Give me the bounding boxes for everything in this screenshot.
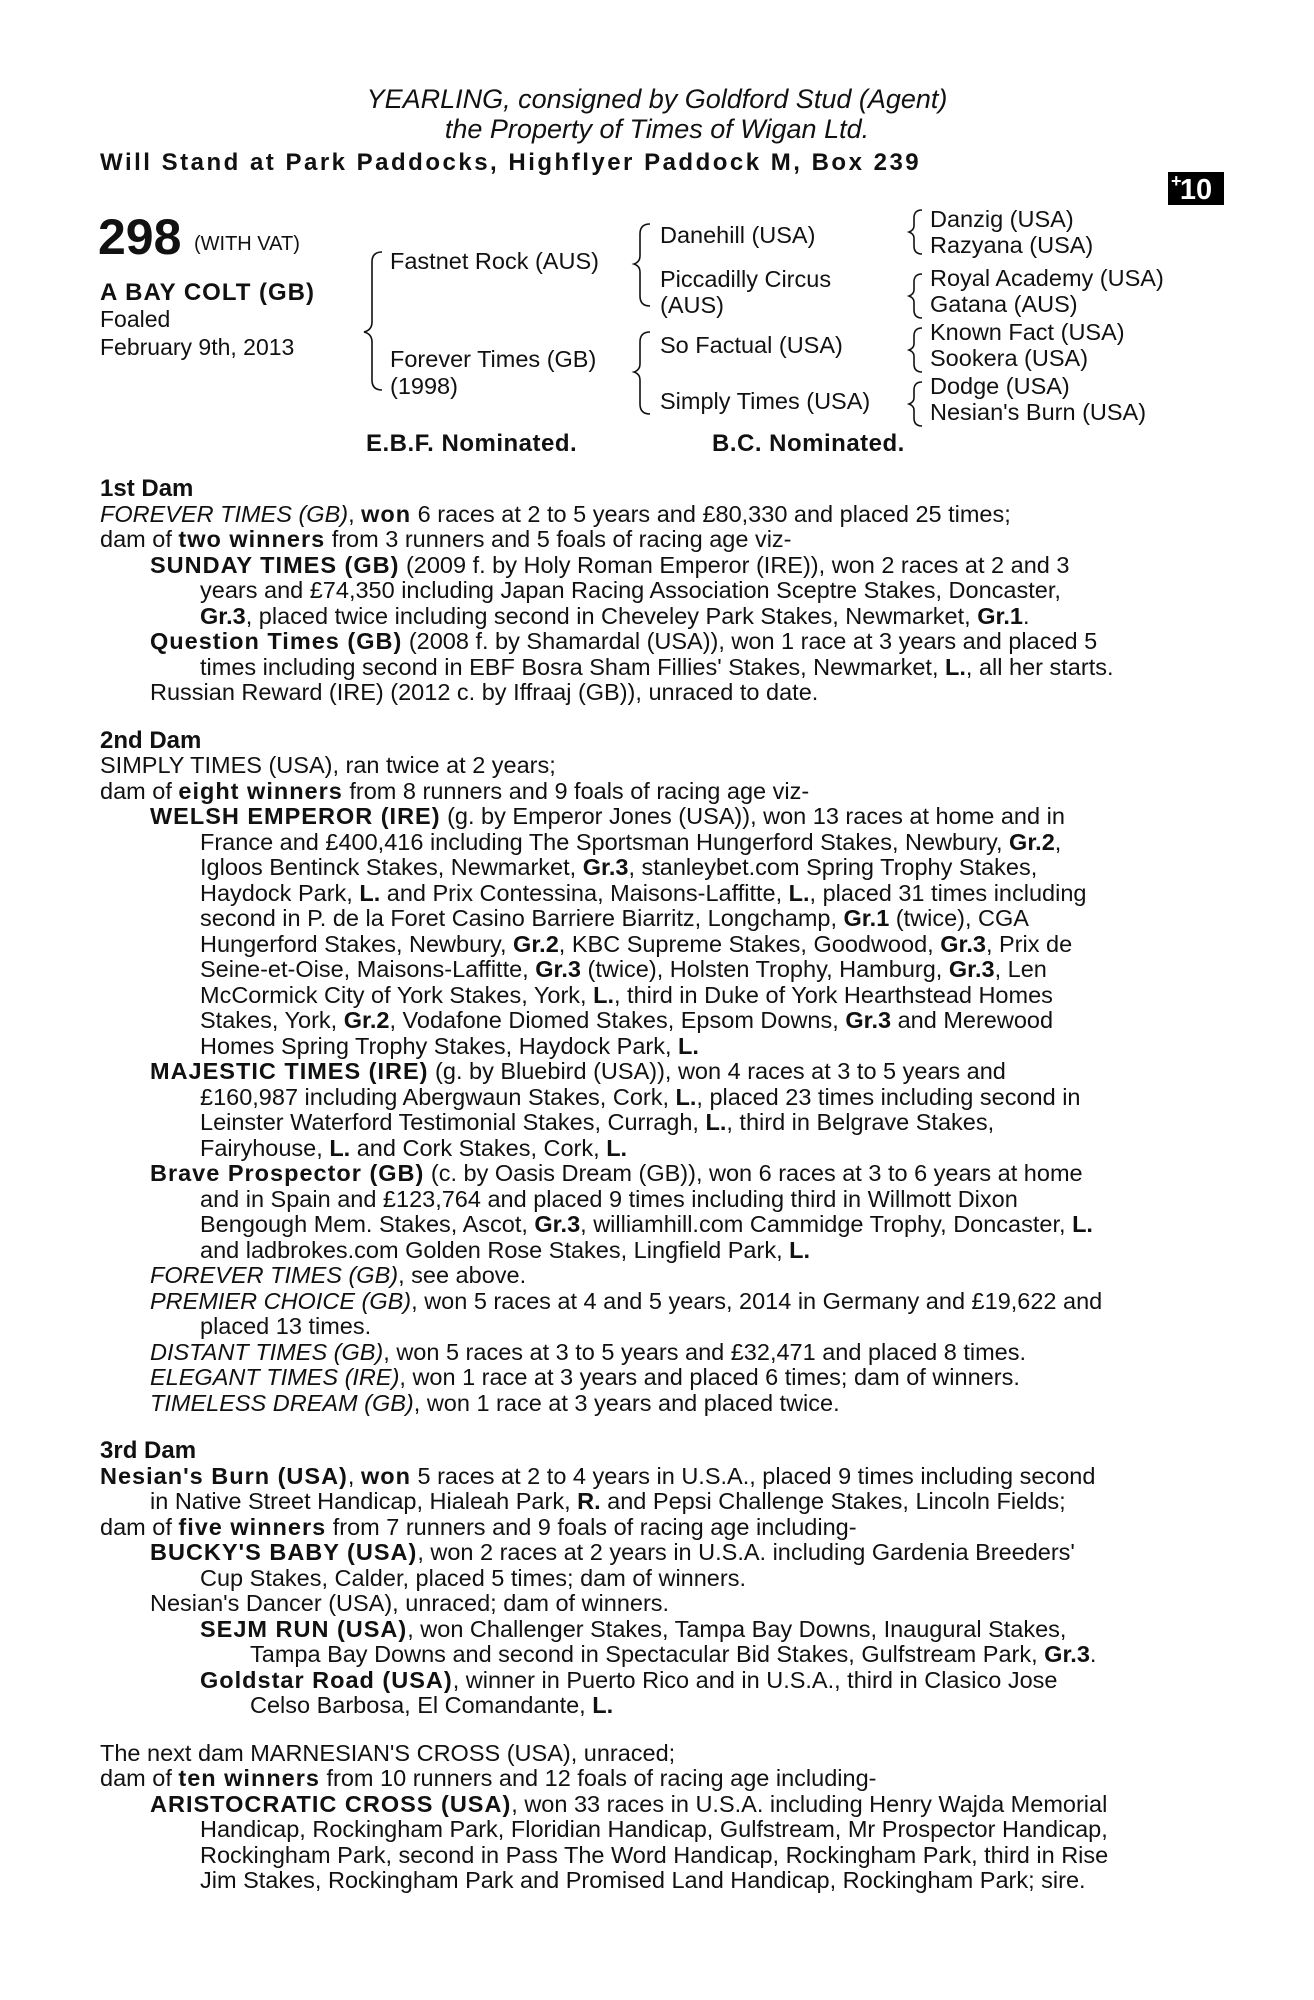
stable-location: Will Stand at Park Paddocks, Highflyer Paddock M, Box 239 (100, 149, 922, 176)
pedigree-brackets (0, 0, 1314, 460)
foaled-label: Foaled (100, 306, 171, 332)
vat-note: (WITH VAT) (194, 233, 300, 255)
produce-sejm-run: SEJM RUN (USA), won Challenger Stakes, Tampa Bay Downs, Inaugural Stakes, Tampa Bay Downs and second in Spectacular Bid Stakes, Gulfstream Park, Gr.3. (200, 1615, 1097, 1667)
first-dam-line: FOREVER TIMES (GB), won 6 races at 2 to 5 years and £80,330 and placed 25 times; (100, 500, 1011, 527)
third-dam-line: Nesian's Burn (USA), won 5 races at 2 to 4 years in U.S.A., placed 9 times including second in Native Street Handicap, Hialeah Park, R. and Pepsi Challenge Stakes, Lincoln Fields; (100, 1462, 1096, 1514)
foaled-date: February 9th, 2013 (100, 334, 295, 360)
pedigree-dam-sire: So Factual (USA) (660, 332, 843, 358)
next-dam-produce: dam of ten winners from 10 runners and 12 foals of racing age including- (100, 1765, 877, 1791)
produce-distant-times: DISTANT TIMES (GB), won 5 races at 3 to 5 years and £32,471 and placed 8 times. (150, 1338, 1027, 1365)
pedigree-notes (100, 476, 1206, 1894)
bracket-ss (909, 210, 922, 254)
bc-nominated: B.C. Nominated. (712, 430, 905, 457)
produce-welsh-emperor: WELSH EMPEROR (IRE) (g. by Emperor Jones (USA)), won 13 races at home and in France and £400,416 including The Sportsman Hungerford Stakes, Newbury, Gr.2, Igloos Bentinck Stakes, Newmarket, Gr.3, stanleybet.com Spring Trophy Stakes, Haydock Park, L. and Prix Contessina, Maisons-Laffitte, L., placed 31 times including second in P. de la Foret Casino Barriere Biarritz, Longchamp, Gr.1 (twice), CGA Hungerford Stakes, Newbury, Gr.2, KBC Supreme Stakes, Goodwood, Gr.3, Prix de Seine-et-Oise, Maisons-Laffitte, Gr.3 (twice), Holsten Trophy, Hamburg, Gr.3, Len McCormick City of York Stakes, York, L., third in Duke of York Hearthstead Homes Stakes, York, Gr.2, Vodafone Diomed Stakes, Epsom Downs, Gr.3 and Merewood Homes Spring Trophy Stakes, Haydock Park, L. (150, 803, 1087, 1059)
bracket-sd (909, 274, 922, 318)
first-dam-heading: 1st Dam (100, 475, 194, 502)
pedigree-dss: Known Fact (USA) (930, 319, 1125, 345)
pedigree-dds: Dodge (USA) (930, 373, 1070, 399)
property-line: the Property of Times of Wigan Ltd. (444, 114, 870, 144)
bracket-ds (909, 328, 922, 372)
bracket-dd (909, 382, 922, 426)
pedigree-sdd: Gatana (AUS) (930, 291, 1078, 317)
bracket-sire (634, 224, 650, 306)
pedigree-ddd: Nesian's Burn (USA) (930, 399, 1147, 425)
second-dam-produce: dam of eight winners from 8 runners and 9 foals of racing age viz- (100, 777, 810, 804)
pedigree-dam: Forever Times (GB) (390, 346, 597, 372)
third-dam-heading: 3rd Dam (100, 1437, 197, 1464)
produce-forever-times: FOREVER TIMES (GB), see above. (150, 1262, 527, 1288)
lot-number: 298 (98, 209, 182, 265)
pedigree-ssd: Razyana (USA) (930, 232, 1094, 258)
next-dam-line: The next dam MARNESIAN'S CROSS (USA), unraced; (100, 1739, 676, 1766)
pedigree-sire-dam-1: Piccadilly Circus (660, 266, 832, 292)
produce-timeless-dream: TIMELESS DREAM (GB), won 1 race at 3 years and placed twice. (150, 1389, 840, 1416)
third-dam-produce: dam of five winners from 7 runners and 9 foals of racing age including- (100, 1513, 857, 1540)
first-dam-produce: dam of two winners from 3 runners and 5 foals of racing age viz- (100, 526, 792, 552)
lot-description: A BAY COLT (GB) (100, 279, 316, 306)
pedigree-sds: Royal Academy (USA) (930, 265, 1164, 291)
produce-nesians-dancer: Nesian's Dancer (USA), unraced; dam of winners. (150, 1590, 670, 1616)
produce-russian-reward: Russian Reward (IRE) (2012 c. by Iffraaj (GB)), unraced to date. (150, 679, 819, 705)
bracket-gen1 (364, 252, 382, 390)
badge-number: 10 (1179, 174, 1213, 206)
produce-brave-prospector: Brave Prospector (GB) (c. by Oasis Dream (GB)), won 6 races at 3 to 6 years at home and in Spain and £123,764 and placed 9 times including third in Willmott Dixon Bengough Mem. Stakes, Ascot, Gr.3, williamhill.com Cammidge Trophy, Doncaster, L. and ladbrokes.com Golden Rose Stakes, Lingfield Park, L. (150, 1160, 1093, 1263)
produce-goldstar-road: Goldstar Road (USA), winner in Puerto Rico and in U.S.A., third in Clasico Jose Celso Barbosa, El Comandante, L. (200, 1666, 1058, 1718)
pedigree-sire-dam-2: (AUS) (660, 292, 724, 318)
pedigree-dam-dam: Simply Times (USA) (660, 388, 871, 414)
second-dam-line: SIMPLY TIMES (USA), ran twice at 2 years; (100, 752, 556, 778)
produce-elegant-times: ELEGANT TIMES (IRE), won 1 race at 3 years and placed 6 times; dam of winners. (150, 1364, 1020, 1390)
bracket-dam (634, 332, 650, 414)
produce-majestic-times: MAJESTIC TIMES (IRE) (g. by Bluebird (USA)), won 4 races at 3 to 5 years and £160,987 including Abergwaun Stakes, Cork, L., placed 23 times including second in Leinster Waterford Testimonial Stakes, Curragh, L., third in Belgrave Stakes, Fairyhouse, L. and Cork Stakes, Cork, L. (150, 1058, 1081, 1161)
pedigree-sire-sire: Danehill (USA) (660, 222, 816, 248)
produce-question-times: Question Times (GB) (2008 f. by Shamardal (USA)), won 1 race at 3 years and placed 5 times including second in EBF Bosra Sham Fillies' Stakes, Newmarket, L., all her starts. (150, 628, 1114, 680)
consignor-line: YEARLING, consigned by Goldford Stud (Agent) (366, 84, 948, 114)
produce-buckys-baby: BUCKY'S BABY (USA), won 2 races at 2 years in U.S.A. including Gardenia Breeders' Cup Stakes, Calder, placed 5 times; dam of winners. (150, 1539, 1075, 1591)
produce-premier-choice: PREMIER CHOICE (GB), won 5 races at 4 and 5 years, 2014 in Germany and £19,622 and placed 13 times. (150, 1287, 1103, 1339)
pedigree-dam-year: (1998) (390, 373, 458, 399)
ebf-nominated: E.B.F. Nominated. (366, 430, 578, 457)
produce-sunday-times: SUNDAY TIMES (GB) (2009 f. by Holy Roman Emperor (IRE)), won 2 races at 2 and 3 years and £74,350 including Japan Racing Association Sceptre Stakes, Doncaster, Gr.3, placed twice including second in Cheveley Park Stakes, Newmarket, Gr.1. (150, 551, 1070, 629)
badge-plus: + (1171, 171, 1182, 191)
pedigree-sire: Fastnet Rock (AUS) (390, 248, 599, 274)
second-dam-heading: 2nd Dam (100, 726, 202, 754)
pedigree-dsd: Sookera (USA) (930, 345, 1089, 371)
produce-aristocratic-cross: ARISTOCRATIC CROSS (USA), won 33 races in U.S.A. including Henry Wajda Memorial Handicap, Rockingham Park, Floridian Handicap, Gulfstream, Mr Prospector Handicap, Rockingham Park, second in Pass The Word Handicap, Rockingham Park, third in Rise Jim Stakes, Rockingham Park and Promised Land Handicap, Rockingham Park; sire. (150, 1790, 1109, 1893)
pedigree-sss: Danzig (USA) (930, 206, 1074, 232)
